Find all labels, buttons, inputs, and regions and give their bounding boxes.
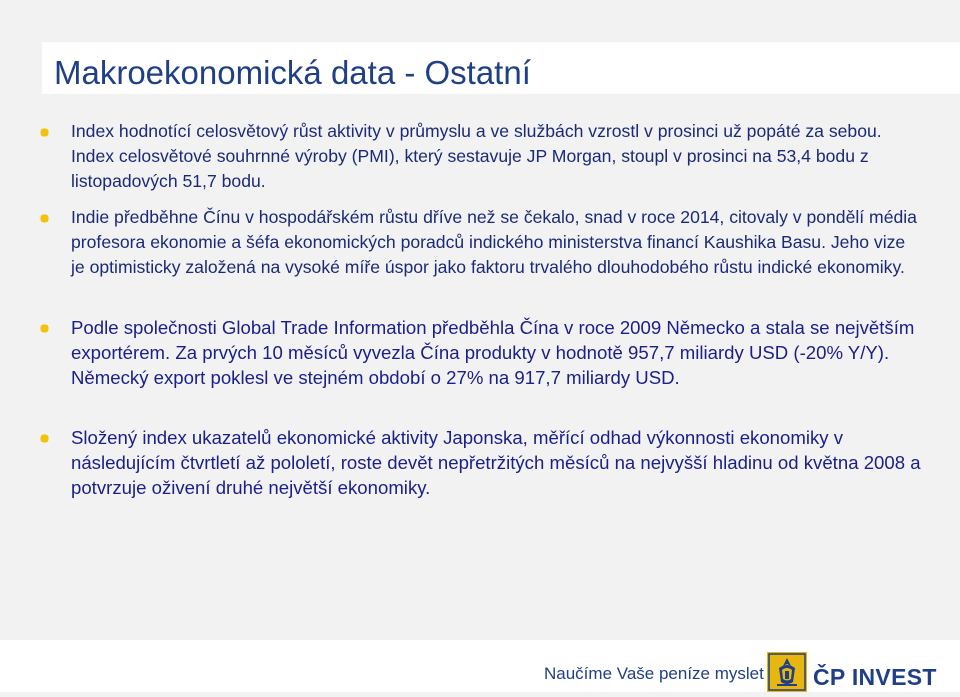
bullet-icon: [40, 128, 49, 137]
cp-invest-emblem-icon: [767, 652, 807, 692]
footer-slogan: Naučíme Vaše peníze myslet: [544, 664, 764, 683]
bullet-icon: [40, 434, 49, 443]
bullet-text: Složený index ukazatelů ekonomické aktivity Japonska, měřící odhad výkonnosti ekonomiky v následujícím čtvrtletí až pololetí, roste devět nepřetržitých měsíců na nejvyšší hladinu od května 2008 a potvrzuje oživení druhé největší ekonomiky.: [71, 427, 921, 498]
bullet-text: Index hodnotící celosvětový růst aktivity v průmyslu a ve službách vzrostl v prosinci už popáté za sebou. Index celosvětové souhrnné výroby (PMI), který sestavuje JP Morgan, stoupl v prosinci na 53,4 bodu z listopadových 51,7 bodu.: [71, 121, 882, 191]
brand-name: ČP INVEST: [813, 664, 937, 690]
bullet-icon: [40, 214, 49, 223]
page-title: Makroekonomická data - Ostatní: [54, 54, 531, 91]
bullet-text: Indie předběhne Čínu v hospodářském růstu dříve než se čekalo, snad v roce 2014, citovaly v pondělí média profesora ekonomie a šéfa ekonomických poradců indického ministerstva financí Kaushika Basu. Jeho vize je optimisticky založená na vysoké míře úspor jako faktoru trvalého dlouhodobého růstu indické ekonomiky.: [71, 207, 917, 277]
bullet-icon: [40, 324, 49, 333]
bullet-text: Podle společnosti Global Trade Information předběhla Čína v roce 2009 Německo a stala se největším exportérem. Za prvých 10 měsíců vyvezla Čína produkty v hodnotě 957,7 miliardy USD (-20% Y/Y). Německý export poklesl ve stejném období o 27% na 917,7 miliardy USD.: [71, 317, 915, 388]
